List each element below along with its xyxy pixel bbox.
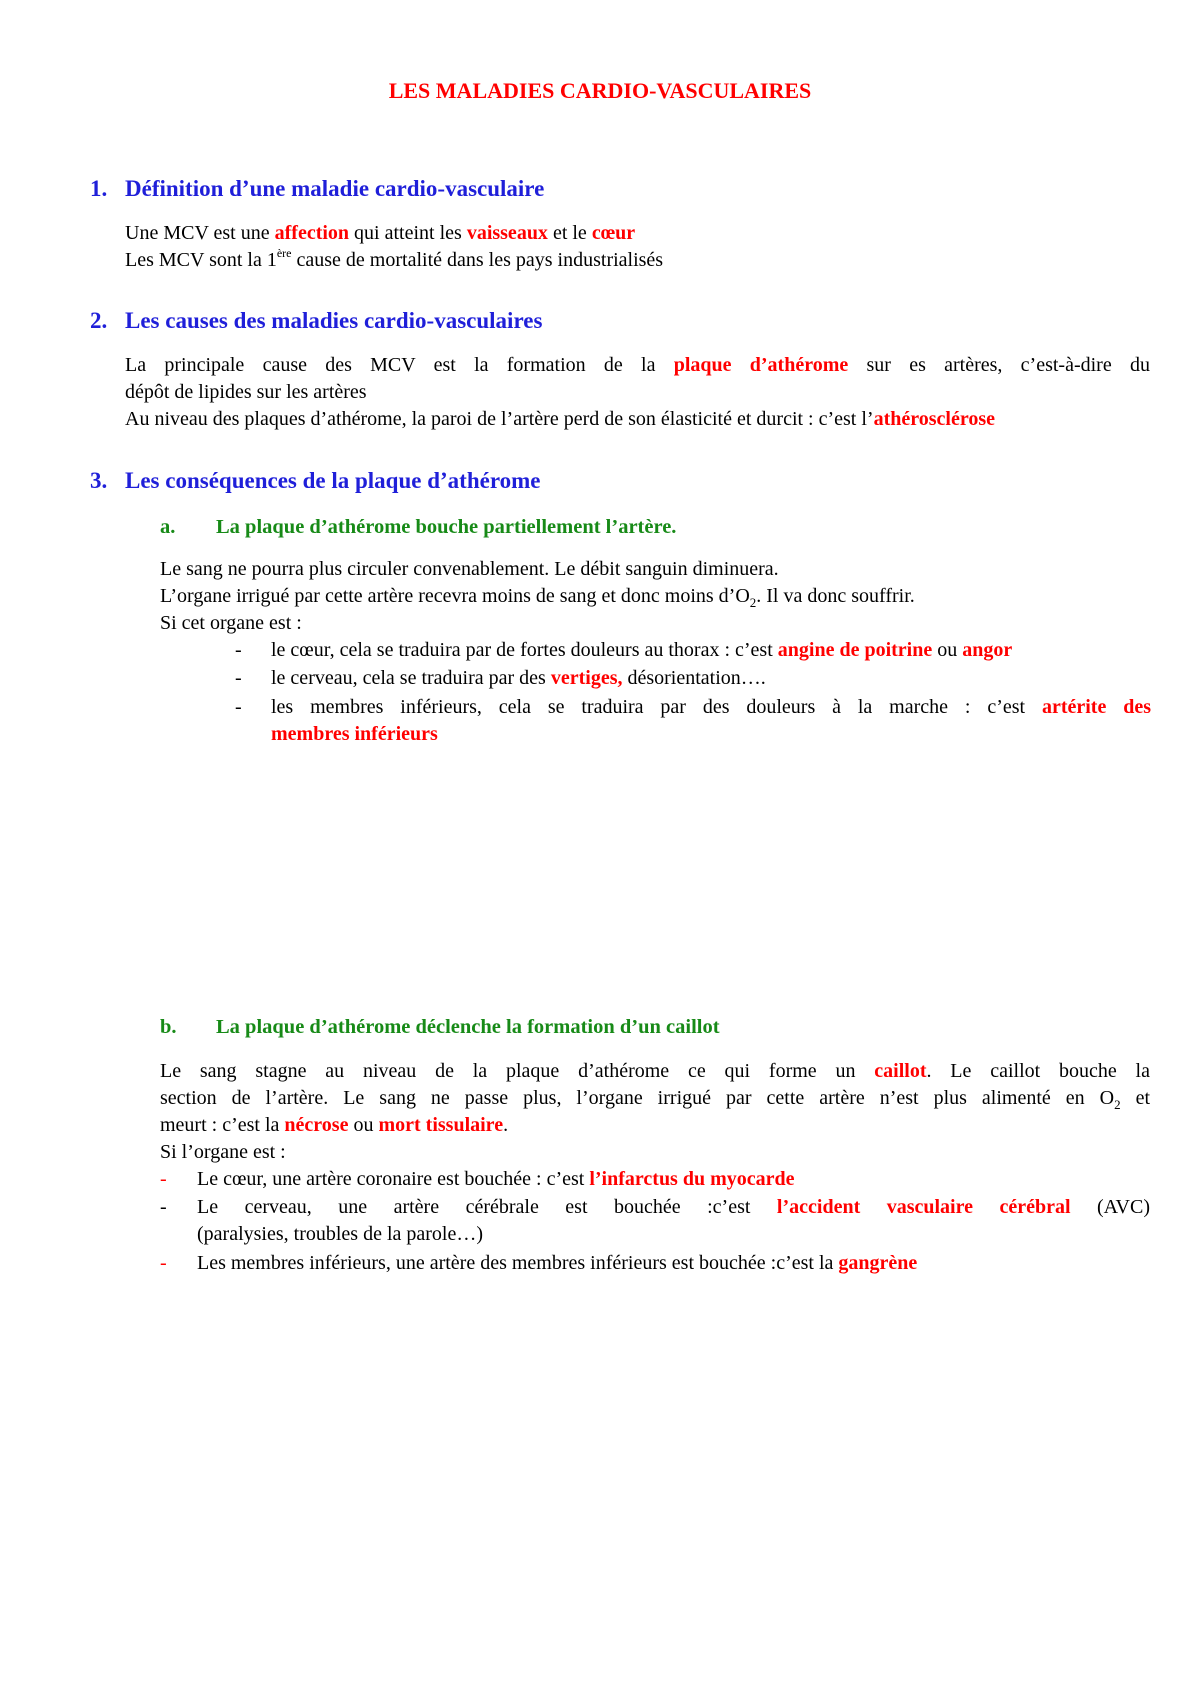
emphasis-coeur: cœur [591, 222, 636, 244]
section-3-heading [90, 466, 541, 496]
bullet-dash: - [160, 1168, 167, 1190]
text-run: Les membres inférieurs, une artère des membres inférieurs est bouchée :c’est la [197, 1252, 839, 1274]
subsection-b-line-1 [160, 1058, 1150, 1085]
text-run: . Il va donc souffrir. [756, 585, 915, 607]
text-run: Les MCV sont la 1 [125, 249, 277, 271]
text-run: et le [547, 222, 592, 244]
bullet-membres [271, 694, 1151, 748]
superscript: ère [276, 246, 292, 261]
page-title: LES MALADIES CARDIO-VASCULAIRES [388, 78, 812, 103]
text-run: cause de mortalité dans les pays industrialisés [291, 249, 664, 271]
section-2-heading [90, 306, 542, 336]
text-run: les membres inférieurs, cela se traduira par des douleurs à la marche : c’est [271, 696, 1042, 718]
subscript: 2 [749, 595, 757, 610]
subsection-b-title: La plaque d’athérome déclenche la formation d’un caillot [216, 1016, 720, 1038]
subsection-b-line-3 [160, 1112, 1150, 1139]
text-run: sur es artères, c’est-à-dire du [848, 354, 1150, 376]
section-1-line-2 [125, 247, 663, 274]
bullet-dash: - [235, 639, 242, 661]
emphasis-avc: l’accident vasculaire cérébral [776, 1196, 1071, 1218]
section-2-title: Les causes des maladies cardio-vasculaires [125, 308, 543, 333]
emphasis-infarctus: l’infarctus du myocarde [589, 1168, 795, 1190]
text-run: meurt : c’est la [160, 1114, 285, 1136]
bullet-avc-line-1 [197, 1194, 1150, 1221]
text-run: section de l’artère. Le sang ne passe plus, l’organe irrigué par cette artère n’est plus alimenté en O [160, 1087, 1115, 1109]
subsection-b-letter: b. [160, 1016, 177, 1038]
emphasis-gangrene: gangrène [838, 1252, 918, 1274]
text-run: . Le caillot bouche la [926, 1060, 1150, 1082]
bullet-avc-line-2: (paralysies, troubles de la parole…) [197, 1223, 484, 1245]
section-2-number: 2. [90, 308, 108, 333]
text-run: (AVC) [1070, 1196, 1150, 1218]
text-run: le cœur, cela se traduira par de fortes douleurs au thorax : c’est [271, 639, 778, 661]
subsection-b-line-2 [160, 1085, 1150, 1112]
bullet-infarctus [197, 1166, 795, 1193]
bullet-dash: - [160, 1196, 167, 1218]
text-run: Le sang stagne au niveau de la plaque d’athérome ce qui forme un [160, 1060, 875, 1082]
subscript: 2 [1114, 1097, 1121, 1112]
text-run: L’organe irrigué par cette artère recevra moins de sang et donc moins d’O [160, 585, 750, 607]
subsection-a-heading [160, 514, 676, 541]
bullet-membres-line-2: membres inférieurs [271, 723, 438, 745]
text-run: La principale cause des MCV est la formation de la [125, 354, 674, 376]
emphasis-arterite: artérite des [1041, 696, 1151, 718]
bullet-dash: - [235, 667, 242, 689]
text-run: et [1120, 1087, 1150, 1109]
emphasis-angine: angine de poitrine [777, 639, 933, 661]
emphasis-vaisseaux: vaisseaux [466, 222, 548, 244]
subsection-a-title: La plaque d’athérome bouche partiellement l’artère. [216, 516, 677, 538]
emphasis-affection: affection [274, 222, 350, 244]
emphasis-necrose: nécrose [284, 1114, 349, 1136]
section-1-body [125, 220, 663, 274]
emphasis-vertiges: vertiges, [550, 667, 623, 689]
section-2-line-2: dépôt de lipides sur les artères [125, 381, 367, 403]
text-run: Une MCV est une [125, 222, 275, 244]
text-run: ou [932, 639, 963, 661]
emphasis-mort-tissulaire: mort tissulaire [378, 1114, 504, 1136]
section-3-title: Les conséquences de la plaque d’athérome [125, 468, 541, 493]
section-2-line-1 [125, 352, 1150, 379]
section-3-number: 3. [90, 468, 108, 493]
bullet-cerveau [271, 665, 766, 692]
subsection-b-body [160, 1058, 1150, 1166]
text-run: Le cerveau, une artère cérébrale est bouchée :c’est [197, 1196, 777, 1218]
text-run: Le cœur, une artère coronaire est bouchée : c’est [197, 1168, 590, 1190]
emphasis-atherosclerose: athérosclérose [873, 408, 996, 430]
text-run: qui atteint les [349, 222, 467, 244]
section-2-line-3 [125, 406, 1150, 433]
text-run: le cerveau, cela se traduira par des [271, 667, 551, 689]
section-1-title: Définition d’une maladie cardio-vasculaire [125, 176, 545, 201]
bullet-dash: - [160, 1252, 167, 1274]
emphasis-plaque-atherome: plaque d’athérome [673, 354, 849, 376]
text-run: ou [348, 1114, 379, 1136]
subsection-a-line-3: Si cet organe est : [160, 612, 302, 634]
subsection-a-line-1: Le sang ne pourra plus circuler convenablement. Le débit sanguin diminuera. [160, 558, 779, 580]
subsection-a-line-2 [160, 583, 915, 610]
subsection-b-line-4: Si l’organe est : [160, 1141, 286, 1163]
bullet-dash: - [235, 696, 242, 718]
subsection-a-letter: a. [160, 516, 176, 538]
section-1-line-1 [125, 220, 663, 247]
section-1-number: 1. [90, 176, 108, 201]
bullet-coeur [271, 637, 1012, 664]
bullet-gangrene [197, 1250, 917, 1277]
text-run: désorientation…. [622, 667, 766, 689]
text-run: . [503, 1114, 509, 1136]
subsection-b-heading [160, 1014, 720, 1041]
bullet-membres-line-1 [271, 694, 1151, 721]
emphasis-caillot: caillot [874, 1060, 927, 1082]
emphasis-angor: angor [962, 639, 1013, 661]
text-run: Au niveau des plaques d’athérome, la paroi de l’artère perd de son élasticité et durcit : c’est l’ [125, 408, 874, 430]
section-1-heading [90, 174, 544, 204]
bullet-avc [197, 1194, 1150, 1248]
subsection-a-body [160, 556, 915, 637]
section-2-body [125, 352, 1150, 433]
